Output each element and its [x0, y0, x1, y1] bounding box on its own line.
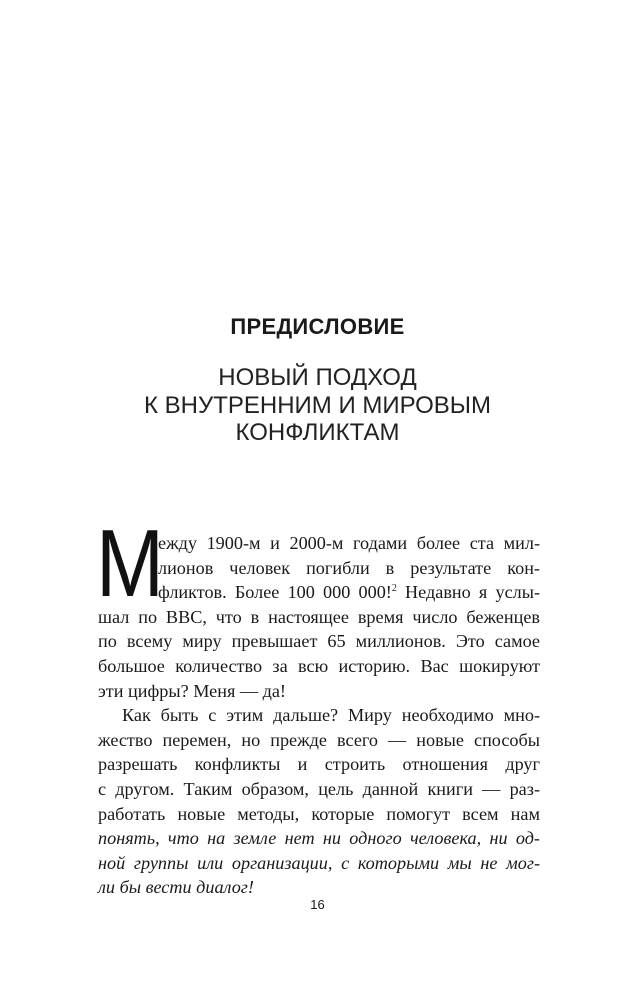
chapter-subtitle: [0, 364, 635, 447]
text-line: большое количество за всю историю. Вас шокируют: [98, 655, 540, 676]
footnote-mark[interactable]: 2: [391, 583, 397, 595]
text-line-italic: ли бы вести диалог!: [98, 877, 254, 898]
text-line: ежду 1900-м и 2000-м годами более ста мил-: [158, 533, 540, 553]
chapter-title: ПРЕДИСЛОВИЕ: [230, 314, 405, 339]
subtitle-line: К ВНУТРЕННИМ И МИРОВЫМ: [143, 391, 492, 419]
text-line: [158, 580, 540, 605]
text-line: эти цифры? Меня — да!: [98, 680, 286, 701]
text-line: разрешать конфликты и строить отношения друг: [98, 754, 540, 775]
text-line-italic: ной группы или организации, с которыми мы не мог-: [98, 852, 540, 873]
drop-cap: М: [96, 510, 164, 617]
text-line: с другом. Таким образом, цель данной книги — раз-: [98, 778, 540, 799]
text-segment: Недавно я услы-: [405, 582, 540, 603]
text-line: работать новые методы, которые помогут всем нам: [98, 803, 540, 824]
text-line: жество перемен, но прежде всего — новые способы: [98, 729, 540, 750]
page-number: 16: [310, 897, 325, 912]
text-segment: фликтов. Более 100 000 000!: [158, 582, 392, 603]
subtitle-line: КОНФЛИКТАМ: [235, 419, 400, 446]
text-line: по всему миру превышает 65 миллионов. Это самое: [98, 631, 540, 652]
subtitle-line: НОВЫЙ ПОДХОД: [218, 364, 417, 391]
text-line-italic: понять, что на земле нет ни одного человека, ни од-: [98, 828, 540, 849]
text-line: лионов человек погибли в результате кон-: [158, 557, 540, 578]
body-text: [98, 531, 540, 900]
text-line: шал по ВВС, что в настоящее время число беженцев: [98, 606, 540, 627]
text-line: Как быть с этим дальше? Миру необходимо мно-: [122, 705, 540, 726]
